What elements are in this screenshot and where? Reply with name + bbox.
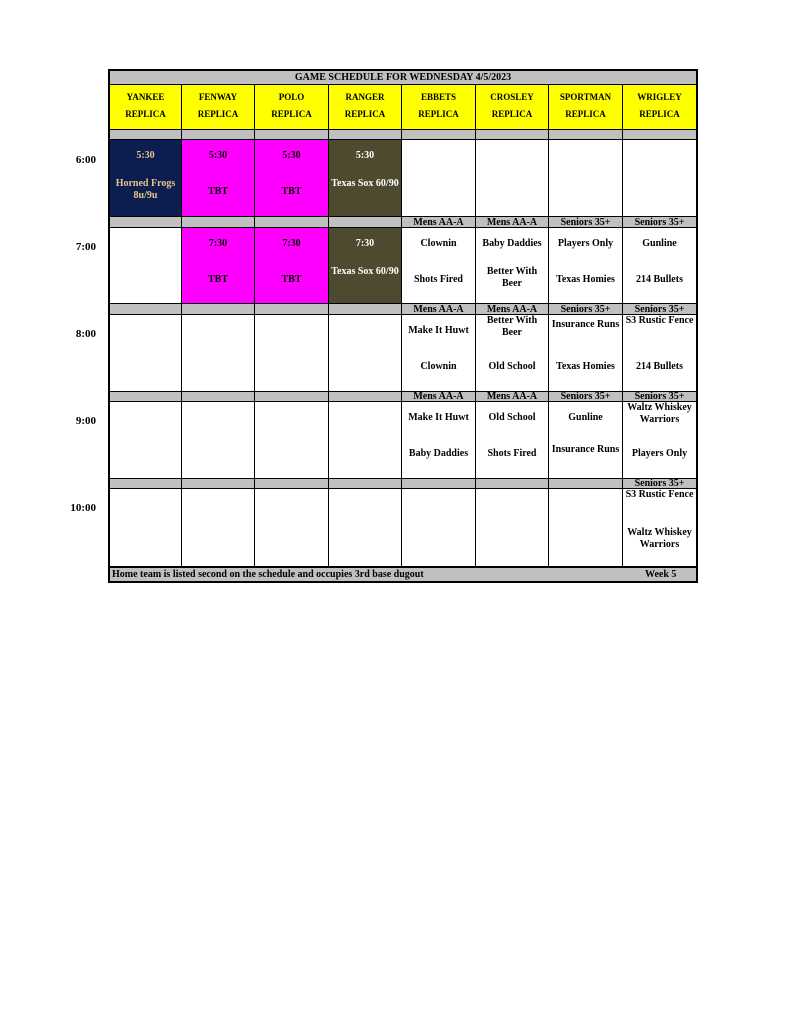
game-line-1: S3 Rustic Fence (625, 315, 694, 326)
game-slot[interactable] (623, 402, 698, 479)
field-sub: REPLICA (565, 109, 606, 119)
field-header-polo (255, 85, 329, 130)
game-slot[interactable] (329, 402, 402, 479)
field-name: RANGER (345, 92, 385, 102)
level-band-cell (255, 217, 329, 228)
game-slot[interactable] (108, 315, 182, 392)
level-band-cell: Mens AA-A (476, 217, 549, 228)
level-band-cell (329, 217, 402, 228)
schedule-title-bar (108, 69, 698, 85)
time-label: 6:00 (75, 154, 96, 166)
level-band-cell: Mens AA-A (476, 304, 549, 315)
game-line-1: 5:30 (355, 150, 375, 161)
game-slot[interactable] (329, 228, 402, 304)
game-slot[interactable] (402, 315, 476, 392)
level-band-cell (329, 304, 402, 315)
game-line-2: Shots Fired (487, 448, 537, 459)
game-line-2: TBT (207, 186, 228, 197)
level-band-cell (182, 479, 255, 489)
field-header-yankee (108, 85, 182, 130)
level-band-cell (549, 130, 623, 140)
game-line-2: Clownin (420, 361, 457, 372)
game-slot[interactable] (476, 315, 549, 392)
game-line-1: Players Only (557, 238, 614, 249)
game-slot[interactable] (402, 489, 476, 567)
game-slot[interactable] (623, 315, 698, 392)
game-slot[interactable] (255, 402, 329, 479)
field-name: CROSLEY (490, 92, 534, 102)
footer-note: Home team is listed second on the schedule and occupies 3rd base dugout (112, 569, 424, 580)
level-band-cell (402, 479, 476, 489)
game-line-1: 5:30 (208, 150, 228, 161)
game-slot[interactable] (549, 489, 623, 567)
game-line-2: 214 Bullets (636, 274, 683, 285)
level-band-cell (255, 392, 329, 402)
game-line-2: TBT (207, 274, 228, 285)
level-band-cell: Seniors 35+ (549, 217, 623, 228)
game-slot[interactable] (549, 315, 623, 392)
field-sub: REPLICA (125, 109, 166, 119)
level-band-cell (255, 479, 329, 489)
level-band-cell: Mens AA-A (402, 392, 476, 402)
level-band-cell (182, 392, 255, 402)
game-line-2: Better With Beer (486, 266, 538, 289)
footer-bar (108, 567, 698, 583)
game-slot[interactable] (549, 228, 623, 304)
game-slot[interactable] (623, 228, 698, 304)
game-slot[interactable] (182, 402, 255, 479)
field-sub: REPLICA (639, 109, 680, 119)
field-header-crosley (476, 85, 549, 130)
game-slot[interactable] (476, 140, 549, 217)
game-slot[interactable] (549, 402, 623, 479)
game-line-2: Old School (488, 361, 536, 372)
game-slot[interactable] (255, 228, 329, 304)
game-line-1: Make It Huwt (408, 412, 469, 423)
level-band-cell (255, 304, 329, 315)
game-line-1: 7:30 (282, 238, 301, 249)
field-header-wrigley (623, 85, 698, 130)
game-slot[interactable] (108, 140, 182, 217)
game-slot[interactable] (402, 402, 476, 479)
game-line-1: Better With Beer (486, 315, 538, 338)
game-slot[interactable] (108, 228, 182, 304)
level-band-cell (329, 479, 402, 489)
game-line-1: Gunline (642, 238, 677, 249)
game-line-1: Clownin (420, 238, 457, 249)
field-sub: REPLICA (271, 109, 312, 119)
game-line-1: Old School (488, 412, 536, 423)
game-slot[interactable] (476, 228, 549, 304)
level-band-cell (182, 130, 255, 140)
field-sub: REPLICA (344, 109, 386, 119)
level-band-cell (549, 479, 623, 489)
level-band-cell: Mens AA-A (402, 304, 476, 315)
level-band-cell: Seniors 35+ (623, 304, 698, 315)
game-slot[interactable] (476, 402, 549, 479)
level-band-cell (182, 217, 255, 228)
game-slot[interactable] (182, 228, 255, 304)
level-band-cell (108, 479, 182, 489)
field-name: SPORTMAN (559, 92, 612, 102)
game-line-2: Texas Sox 60/90 (331, 178, 399, 189)
field-header-ranger (329, 85, 402, 130)
game-line-2: Horned Frogs 8u/9u (115, 178, 176, 201)
field-sub: REPLICA (197, 109, 239, 119)
game-line-2: Baby Daddies (408, 448, 469, 459)
level-band-cell (182, 304, 255, 315)
field-name: FENWAY (198, 92, 238, 102)
field-header-fenway (182, 85, 255, 130)
game-slot[interactable] (255, 315, 329, 392)
game-slot[interactable] (108, 402, 182, 479)
field-header-ebbets (402, 85, 476, 130)
time-label: 8:00 (75, 328, 96, 340)
field-header-sportman (549, 85, 623, 130)
field-name: WRIGLEY (637, 92, 682, 102)
game-line-1: 7:30 (208, 238, 228, 249)
game-line-2: Shots Fired (414, 274, 463, 285)
game-slot[interactable] (255, 489, 329, 567)
level-band-cell (402, 130, 476, 140)
schedule-title: GAME SCHEDULE FOR WEDNESDAY 4/5/2023 (294, 72, 512, 83)
game-slot[interactable] (255, 140, 329, 217)
game-line-1: 5:30 (282, 150, 301, 161)
game-slot[interactable] (402, 140, 476, 217)
level-band-cell (108, 217, 182, 228)
field-name: EBBETS (420, 92, 457, 102)
field-sub: REPLICA (491, 109, 533, 119)
footer-week: Week 5 (645, 569, 677, 580)
game-slot[interactable] (329, 315, 402, 392)
game-slot[interactable] (623, 140, 698, 217)
game-line-2: Texas Sox 60/90 (331, 266, 399, 277)
level-band-cell: Seniors 35+ (623, 217, 698, 228)
game-line-1: Insurance Runs (551, 319, 620, 330)
game-line-2: Waltz Whiskey Warriors (627, 527, 692, 550)
game-slot[interactable] (182, 489, 255, 567)
game-slot[interactable] (182, 140, 255, 217)
level-band-cell: Seniors 35+ (549, 392, 623, 402)
level-band-cell (476, 130, 549, 140)
time-label: 9:00 (75, 415, 96, 427)
level-band-cell (108, 130, 182, 140)
level-band-cell: Mens AA-A (476, 392, 549, 402)
level-band-cell: Seniors 35+ (549, 304, 623, 315)
game-line-1: 7:30 (355, 238, 375, 249)
game-line-1: S3 Rustic Fence (625, 489, 694, 500)
game-line-1: Make It Huwt (408, 325, 469, 336)
field-name: YANKEE (126, 92, 165, 102)
game-slot[interactable] (476, 489, 549, 567)
level-band-cell (329, 392, 402, 402)
level-band-cell (255, 130, 329, 140)
game-line-1: 5:30 (136, 150, 155, 161)
game-slot[interactable] (182, 315, 255, 392)
game-line-1: Waltz Whiskey Warriors (627, 402, 692, 425)
level-band-cell: Seniors 35+ (623, 479, 698, 489)
game-slot[interactable] (402, 228, 476, 304)
field-sub: REPLICA (418, 109, 459, 119)
game-line-2: TBT (281, 274, 302, 285)
level-band-cell (476, 479, 549, 489)
level-band-cell (108, 392, 182, 402)
game-line-2: Players Only (631, 448, 688, 459)
level-band-cell (108, 304, 182, 315)
field-name: POLO (278, 92, 305, 102)
game-line-2: TBT (281, 186, 302, 197)
game-line-2: Texas Homies (556, 274, 615, 285)
time-label: 7:00 (75, 241, 96, 253)
level-band-cell: Seniors 35+ (623, 392, 698, 402)
game-slot[interactable] (623, 489, 698, 567)
game-line-2: Texas Homies (556, 361, 615, 372)
game-slot[interactable] (329, 140, 402, 217)
game-line-1: Gunline (568, 412, 603, 423)
game-slot[interactable] (329, 489, 402, 567)
game-line-1: Baby Daddies (482, 238, 542, 249)
level-band-cell (623, 130, 698, 140)
level-band-cell (329, 130, 402, 140)
game-slot[interactable] (108, 489, 182, 567)
level-band-cell: Mens AA-A (402, 217, 476, 228)
time-label: 10:00 (70, 502, 96, 514)
game-slot[interactable] (549, 140, 623, 217)
game-line-2: Insurance Runs (551, 444, 620, 455)
game-line-2: 214 Bullets (636, 361, 683, 372)
